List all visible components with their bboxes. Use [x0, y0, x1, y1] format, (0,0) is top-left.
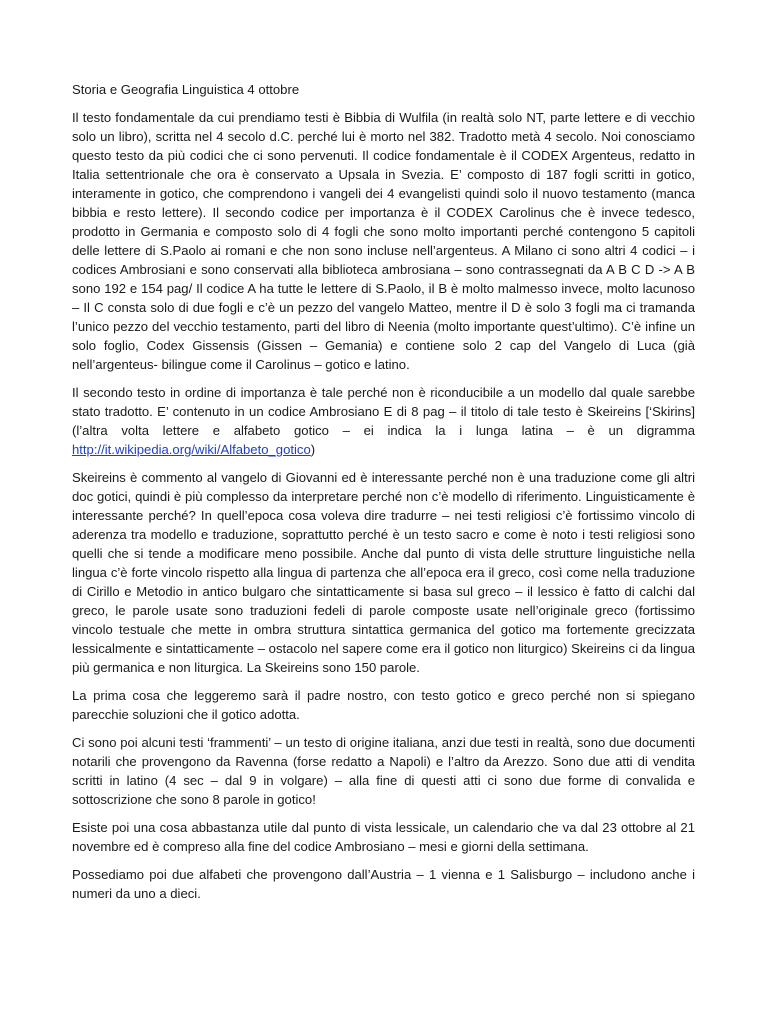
paragraph-skeireins-commentary: Skeireins è commento al vangelo di Giovanni ed è interessante perché non è una traduzione come gli altri doc gotici, quindi è più complesso da interpretare perché non c’è modello di riferimento. Linguisticamente è interessante perché? In quell’epoca cosa voleva dire tradurre – nei testi religiosi c’è fortissimo vincolo di aderenza tra modello e traduzione, soprattutto perché è un testo sacro e come è noto i testi religiosi sono quelli che si tende a modificare meno possibile. Anche dal punto di vista delle strutture linguistiche nella lingua c’è forte vincolo rispetto alla lingua di partenza che all’epoca era il greco, così come nella traduzione di Cirillo e Metodio in antico bulgaro che sintatticamente si basa sul greco – il lessico è fatto di calchi dal greco, le parole usate sono traduzioni fedeli di parole composte usate nell’originale greco (fortissimo vincolo testuale che mette in ombra struttura sintattica germanica del gotico ma fortemente grecizzata lessicalmente e sintatticamente – ostacolo nel sapere come era il gotico non liturgico) Skeireins ci da lingua più germanica e non liturgica. La Skeireins sono 150 parole.: [72, 470, 695, 675]
paragraph-text: ): [310, 442, 316, 457]
paragraph-wulfila-bible: Il testo fondamentale da cui prendiamo testi è Bibbia di Wulfila (in realtà solo NT, parte lettere e di vecchio solo un libro), scritta nel 4 secolo d.C. perché lui è morto nel 382. Tradotto metà 4 secolo. Noi conosciamo questo testo da più codici che ci sono pervenuti. Il codice fondamentale è il CODEX Argenteus, redatto in Italia settentrionale che ora è conservato a Upsala in Svezia. E’ composto di 187 fogli scritti in gotico, interamente in gotico, che comprendono i vangeli dei 4 evangelisti quindi solo il nuovo testamento (manca bibbia e resto lettere). Il secondo codice per importanza è il CODEX Carolinus che è invece tedesco, prodotto in Germania e composto solo di 4 fogli che sono molto importanti perché contengono 5 capitoli delle lettere di S.Paolo ai romani e che non sono incluse nell’argenteus. A Milano ci sono altri 4 codici – i codices Ambrosiani e sono conservati alla biblioteca ambrosiana – sono contrassegnati da A B C D -> A B sono 192 e 154 pag/ Il codice A ha tutte le lettere di S.Paolo, il B è molto malmesso invece, molto lacunoso – Il C consta solo di due fogli e c’è un pezzo del vangelo Matteo, mentre il D è solo 3 fogli ma ci tramanda l’unico pezzo del vecchio testamento, parti del libro di Neenia (molto importante quest’ultimo). C’è infine un solo foglio, Codex Gissensis (Gissen – Gemania) e contiene solo 2 cap del Vangelo di Luca (già nell’argenteus- bilingue come il Carolinus – gotico e latino.: [72, 110, 695, 372]
wikipedia-gothic-alphabet-link[interactable]: http://it.wikipedia.org/wiki/Alfabeto_gotico: [72, 442, 311, 457]
paragraph-frammenti: Ci sono poi alcuni testi ‘frammenti’ – un testo di origine italiana, anzi due testi in realtà, sono due documenti notarili che provengono da Ravenna (forse redatto a Napoli) e l’altro da Arezzo. Sono due atti di vendita scritti in latino (4 sec – dal 9 in volgare) – alla fine di questi atti ci sono due forme di convalida e sottoscrizione che sono 8 parole in gotico!: [72, 735, 695, 807]
document-page: [72, 80, 695, 912]
paragraph-skeireins-intro: [72, 383, 695, 459]
paragraph-text: Il secondo testo in ordine di importanza è tale perché non è riconducibile a un modello dal quale sarebbe stato tradotto. E’ contenuto in un codice Ambrosiano E di 8 pag – il titolo di tale testo è Skeireins [‘Skirins] (l’altra volta lettere e alfabeto gotico – ei indica la i lunga latina – è un digramma: [72, 385, 695, 438]
paragraph-padre-nostro: La prima cosa che leggeremo sarà il padre nostro, con testo gotico e greco perché non si spiegano parecchie soluzioni che il gotico adotta.: [72, 688, 695, 722]
paragraph-alfabeti: Possediamo poi due alfabeti che provengono dall’Austria – 1 vienna e 1 Salisburgo – includono anche i numeri da uno a dieci.: [72, 867, 695, 901]
paragraph-calendario: Esiste poi una cosa abbastanza utile dal punto di vista lessicale, un calendario che va dal 23 ottobre al 21 novembre ed è compreso alla fine del codice Ambrosiano – mesi e giorni della settimana.: [72, 820, 695, 854]
document-title: Storia e Geografia Linguistica 4 ottobre: [72, 82, 300, 97]
